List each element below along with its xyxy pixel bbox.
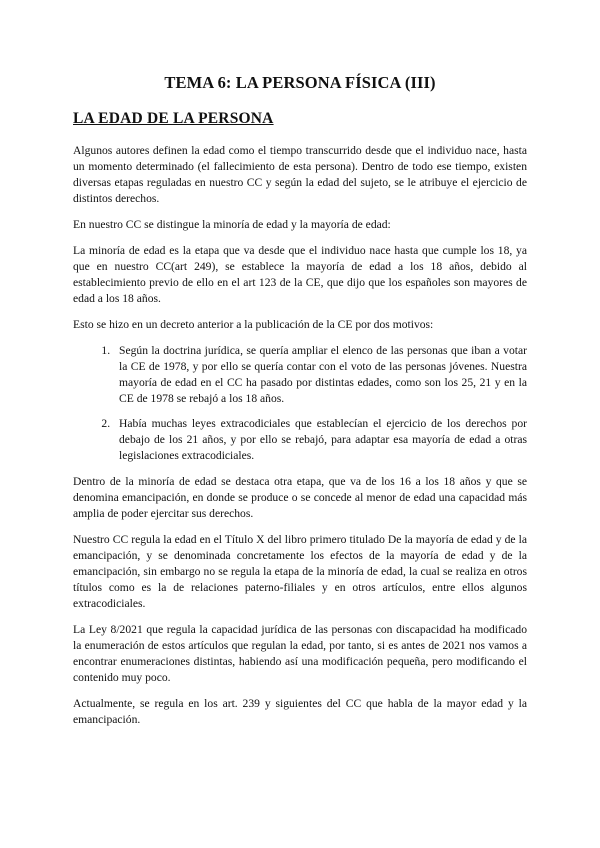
document-title: TEMA 6: LA PERSONA FÍSICA (III): [164, 73, 436, 92]
paragraph-definition: Algunos autores definen la edad como el tiempo transcurrido desde que el individuo nace, hasta un momento determinado (el fallecimiento de esta persona). Dentro de todo ese tiempo, existen diversas etapas reguladas en nuestro CC y según la edad del sujeto, se le atribuye el ejercicio de distintos derechos.: [73, 144, 527, 205]
section-heading: LA EDAD DE LA PERSONA: [73, 110, 274, 127]
paragraph-ley-8-2021: La Ley 8/2021 que regula la capacidad jurídica de las personas con discapacidad ha modificado la enumeración de estos artículos que regulan la edad, por tanto, si es antes de 2021 nos vamos a encontrar enumeraciones distintas, habiendo así una modificación pequeña, pero modificando el contenido muy poco.: [73, 623, 527, 684]
paragraph-actualmente: Actualmente, se regula en los art. 239 y siguientes del CC que habla de la mayor edad y la emancipación.: [73, 697, 527, 726]
paragraph-emancipacion: Dentro de la minoría de edad se destaca otra etapa, que va de los 16 a los 18 años y que se denomina emancipación, en donde se produce o se concede al menor de edad una capacidad más amplia de poder ejercitar sus derechos.: [73, 475, 527, 520]
list-item: 2. Había muchas leyes extracodiciales que establecían el ejercicio de los derechos por debajo de los 21 años, y por ello se rebajó, para adaptar esa mayoría de edad a otras legislaciones extracodiciales.: [113, 416, 527, 464]
paragraph-decreto: Esto se hizo en un decreto anterior a la publicación de la CE por dos motivos:: [73, 318, 434, 331]
list-item: 1. Según la doctrina jurídica, se quería ampliar el elenco de las personas que iban a votar la CE de 1978, y por ello se quería contar con el voto de las personas jóvenes. Nuestra mayoría de edad en el CC ha pasado por distintas edades, como son los 25, 21 y en la CE de 1978 se rebajó a los 18 años.: [113, 343, 527, 407]
reasons-list: [73, 343, 527, 464]
paragraph-minoria: La minoría de edad es la etapa que va desde que el individuo nace hasta que cumple los 18, ya que en nuestro CC(art 249), se establece la mayoría de edad a los 18 años, debido al establecimiento previo de ello en el art 123 de la CE, que dijo que los españoles son mayores de edad a los 18 años.: [73, 244, 527, 305]
paragraph-distinction: En nuestro CC se distingue la minoría de edad y la mayoría de edad:: [73, 218, 391, 231]
paragraph-titulo-x: Nuestro CC regula la edad en el Título X del libro primero titulado De la mayoría de edad y de la emancipación, y se denominada concretamente los efectos de la mayoría de edad y de la emancipación, sin embargo no se regula la etapa de la minoría de edad, la cual se realiza en otros títulos como es la de relaciones paterno-filiales y en otros artículos, entre ellos algunos extracodiciales.: [73, 533, 527, 610]
